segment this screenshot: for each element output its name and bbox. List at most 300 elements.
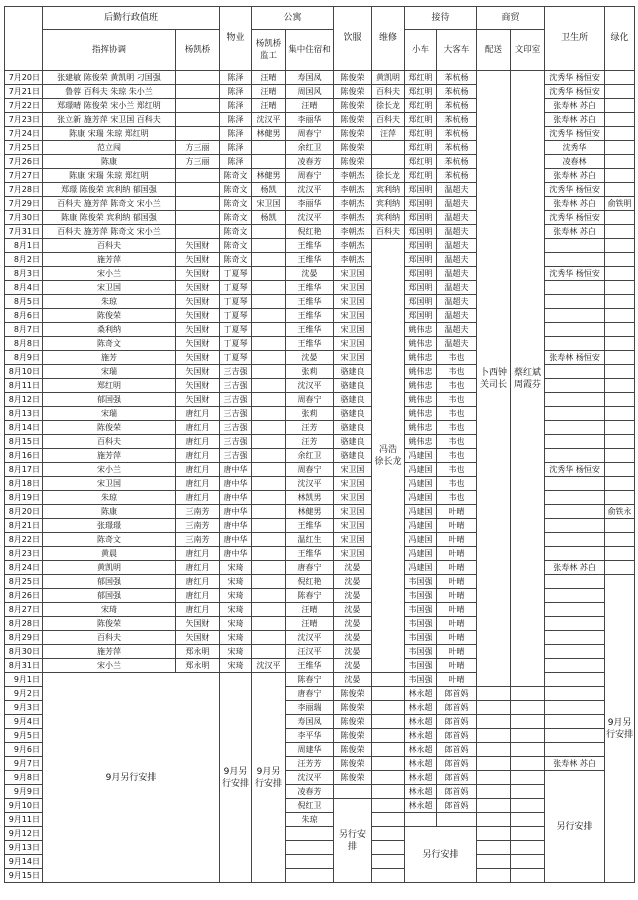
- deliver-big-cell: 郎首妈: [437, 785, 477, 799]
- apartment-detail-cell: 王维华: [286, 337, 334, 351]
- deliver-big-cell: 叶晴: [437, 505, 477, 519]
- property-cell: 丁夏琴: [220, 295, 252, 309]
- admin-lead-cell: 宋卫国: [43, 281, 176, 295]
- apartment-sup-cell: [252, 449, 286, 463]
- deliver-big-cell: 苯杭杨: [437, 155, 477, 169]
- admin-staff-cell: 郑永明: [176, 659, 220, 673]
- clinic-cell: [545, 295, 605, 309]
- deliver-small-cell: 韦国强: [405, 631, 437, 645]
- apartment-sup-cell: [252, 225, 286, 239]
- canteen-cell: 陈俊荣: [334, 141, 372, 155]
- apartment-sup-cell: [252, 295, 286, 309]
- deliver-small-cell: 韦国强: [405, 645, 437, 659]
- date-cell: 8月13日: [5, 407, 43, 421]
- admin-staff-cell: 矢国财: [176, 393, 220, 407]
- deliver-small-cell: 姚伟忠: [405, 365, 437, 379]
- deliver-big-cell: 苯杭杨: [437, 113, 477, 127]
- greening-cell: [605, 463, 635, 477]
- cd-cell: [477, 715, 511, 729]
- greening-cell: [605, 421, 635, 435]
- property-cell: 三吉强: [220, 435, 252, 449]
- greening-cell: [605, 449, 635, 463]
- admin-staff-cell: [176, 225, 220, 239]
- admin-lead-cell: 宋小兰: [43, 463, 176, 477]
- apartment-sup-cell: [252, 477, 286, 491]
- admin-staff-cell: 方三丽: [176, 141, 220, 155]
- apartment-detail-cell: 李丽华: [286, 113, 334, 127]
- greening-cell: [605, 337, 635, 351]
- admin-lead-cell: 陈康 宋瑞 朱琼 郑红明: [43, 169, 176, 183]
- canteen-cell: 宋卫国: [334, 519, 372, 533]
- deliver-big-cell: 郎首妈: [437, 729, 477, 743]
- greening-cell: [605, 71, 635, 85]
- maintenance-cell: [372, 687, 405, 701]
- deliver-small-cell: 林永超: [405, 729, 437, 743]
- apartment-sup-cell: [252, 603, 286, 617]
- canteen-cell: 陈俊荣: [334, 687, 372, 701]
- maintenance-cell: 百科夫: [372, 225, 405, 239]
- admin-lead-cell: 百科夫 施芳萍 陈奇文 宋小兰: [43, 225, 176, 239]
- canteen-cell: 宋卫国: [334, 505, 372, 519]
- maintenance-cell: 百科夫: [372, 85, 405, 99]
- apartment-sup-cell: [252, 463, 286, 477]
- cd-cell: [477, 771, 511, 785]
- apartment-detail-cell: 余红卫: [286, 141, 334, 155]
- cd-cell: [477, 799, 511, 813]
- date-cell: 9月15日: [5, 869, 43, 883]
- header-property: 物业: [220, 7, 252, 71]
- deliver-big-cell: 韦也: [437, 477, 477, 491]
- apartment-detail-cell: 林凯男: [286, 491, 334, 505]
- greening-cell: [605, 435, 635, 449]
- canteen-cell: 陈俊荣: [334, 99, 372, 113]
- clinic-cell: [545, 533, 605, 547]
- deliver-small-cell: 冯建国: [405, 547, 437, 561]
- deliver-small-cell: 郑国明: [405, 197, 437, 211]
- date-cell: 9月8日: [5, 771, 43, 785]
- property-cell: 三吉强: [220, 379, 252, 393]
- deliver-big-cell: 苯杭杨: [437, 127, 477, 141]
- deliver-small-cell-merged: 另行安排: [405, 827, 477, 883]
- property-cell: 陈泽: [220, 155, 252, 169]
- deliver-small-cell: 姚伟忠: [405, 393, 437, 407]
- greening-cell: [605, 533, 635, 547]
- clinic-cell: 凌春林: [545, 155, 605, 169]
- apartment-detail-cell: 凌春芳: [286, 155, 334, 169]
- cd-cell: [477, 841, 511, 855]
- admin-staff-cell: 矢国财: [176, 365, 220, 379]
- deliver-small-cell: 姚伟忠: [405, 407, 437, 421]
- property-cell: 唐中华: [220, 519, 252, 533]
- canteen-cell: 李朝杰: [334, 183, 372, 197]
- canteen-cell: 沈晏: [334, 673, 372, 687]
- admin-staff-cell: 唐红月: [176, 421, 220, 435]
- apartment-sup-cell: 汪晴: [252, 99, 286, 113]
- clinic-cell: [545, 449, 605, 463]
- property-cell-merged: 9月另行安排: [220, 673, 252, 883]
- canteen-cell: 李朝杰: [334, 239, 372, 253]
- admin-lead-cell: 张立新 施芳萍 宋卫国 百科夫: [43, 113, 176, 127]
- canteen-cell: 骆建良: [334, 421, 372, 435]
- canteen-cell: 沈晏: [334, 645, 372, 659]
- deliver-small-cell: 韦国强: [405, 575, 437, 589]
- date-cell: 9月14日: [5, 855, 43, 869]
- apartment-detail-cell: 王维华: [286, 659, 334, 673]
- apartment-sup-cell: 汪晴: [252, 71, 286, 85]
- cp-cell: [511, 855, 545, 869]
- property-cell: 陈泽: [220, 99, 252, 113]
- apartment-sup-cell: 杨凯: [252, 183, 286, 197]
- clinic-cell: [545, 589, 605, 603]
- apartment-sup-cell: [252, 393, 286, 407]
- admin-staff-cell: 唐红月: [176, 603, 220, 617]
- date-cell: 8月14日: [5, 421, 43, 435]
- maintenance-cell: 徐长龙: [372, 99, 405, 113]
- greening-cell: 俞铁永: [605, 505, 635, 519]
- greening-cell: [605, 519, 635, 533]
- deliver-small-cell: 冯建国: [405, 561, 437, 575]
- property-cell: 陈泽: [220, 127, 252, 141]
- canteen-cell: 宋卫国: [334, 337, 372, 351]
- cd-cell: [477, 701, 511, 715]
- greening-cell: [605, 85, 635, 99]
- deliver-big-cell: 郎首妈: [437, 687, 477, 701]
- apartment-detail-cell: 王维华: [286, 309, 334, 323]
- canteen-cell: 陈俊荣: [334, 701, 372, 715]
- deliver-small-cell: 韦国强: [405, 617, 437, 631]
- greening-cell: [605, 211, 635, 225]
- canteen-cell: 陈俊荣: [334, 155, 372, 169]
- property-cell: 三吉强: [220, 365, 252, 379]
- apartment-sup-cell-merged: 9月另行安排: [252, 673, 286, 883]
- apartment-detail-cell: 李丽华: [286, 197, 334, 211]
- cd-cell: [477, 813, 511, 827]
- date-cell: 7月26日: [5, 155, 43, 169]
- cd-cell-merged: 卜西钟 关司长: [477, 71, 511, 687]
- cd-cell: [477, 869, 511, 883]
- deliver-big-cell: 温超夫: [437, 253, 477, 267]
- admin-lead-cell: 百科夫: [43, 435, 176, 449]
- apartment-detail-cell: [286, 869, 334, 883]
- apartment-sup-cell: 沈汉平: [252, 659, 286, 673]
- greening-cell-merged: 9月另行安排: [605, 575, 635, 883]
- property-cell: 唐中华: [220, 547, 252, 561]
- cp-cell: [511, 687, 545, 701]
- deliver-big-cell: 韦也: [437, 491, 477, 505]
- clinic-cell: [545, 421, 605, 435]
- canteen-cell: 骆建良: [334, 393, 372, 407]
- canteen-cell: 李朝杰: [334, 169, 372, 183]
- apartment-detail-cell: 汪晴: [286, 603, 334, 617]
- apartment-detail-cell: 倪红艳: [286, 575, 334, 589]
- admin-staff-cell: 三南芳: [176, 533, 220, 547]
- apartment-detail-cell: 王维华: [286, 547, 334, 561]
- date-cell: 7月28日: [5, 183, 43, 197]
- apartment-detail-cell: 王维华: [286, 295, 334, 309]
- header-commerce-print: 文印室: [511, 30, 545, 71]
- maintenance-cell: [372, 855, 405, 869]
- apartment-sup-cell: 林健男: [252, 127, 286, 141]
- admin-lead-cell-merged: 9月另行安排: [43, 673, 220, 883]
- deliver-big-cell: 叶晴: [437, 617, 477, 631]
- apartment-detail-cell: 倪红艳: [286, 225, 334, 239]
- date-cell: 9月2日: [5, 687, 43, 701]
- canteen-cell: 陈俊荣: [334, 71, 372, 85]
- apartment-detail-cell: 周春宁: [286, 393, 334, 407]
- date-cell: 7月27日: [5, 169, 43, 183]
- date-cell: 8月10日: [5, 365, 43, 379]
- clinic-cell: 张寿林 苏白: [545, 99, 605, 113]
- admin-lead-cell: 郑璟晴 陈俊荣 宋小兰 郑红明: [43, 99, 176, 113]
- canteen-cell: 陈俊荣: [334, 757, 372, 771]
- apartment-detail-cell: 沈汉平: [286, 771, 334, 785]
- date-cell: 9月1日: [5, 673, 43, 687]
- deliver-big-cell: 温超夫: [437, 197, 477, 211]
- apartment-detail-cell: 周建华: [286, 743, 334, 757]
- greening-cell: [605, 253, 635, 267]
- apartment-detail-cell: 沈汉平: [286, 477, 334, 491]
- maintenance-cell: [372, 155, 405, 169]
- admin-lead-cell: 黄晨: [43, 547, 176, 561]
- canteen-cell: 陈俊荣: [334, 743, 372, 757]
- canteen-cell: 骆建良: [334, 449, 372, 463]
- corner-cell: [5, 7, 43, 71]
- clinic-cell: [545, 645, 605, 659]
- date-cell: 7月21日: [5, 85, 43, 99]
- admin-lead-cell: 郁国强: [43, 393, 176, 407]
- maintenance-cell: [372, 743, 405, 757]
- cp-cell: [511, 771, 545, 785]
- canteen-cell: 宋卫国: [334, 267, 372, 281]
- deliver-big-cell: 郎首妈: [437, 715, 477, 729]
- apartment-detail-cell: 沈晏: [286, 267, 334, 281]
- clinic-cell: [545, 365, 605, 379]
- deliver-big-cell: 叶晴: [437, 659, 477, 673]
- greening-cell: [605, 393, 635, 407]
- property-cell: 丁夏琴: [220, 309, 252, 323]
- admin-staff-cell: 唐红月: [176, 491, 220, 505]
- admin-lead-cell: 郑璟 陈俊荣 宾利纳 郁国强: [43, 183, 176, 197]
- date-cell: 8月18日: [5, 477, 43, 491]
- cd-cell: [477, 855, 511, 869]
- canteen-cell: 宋卫国: [334, 309, 372, 323]
- admin-staff-cell: [176, 197, 220, 211]
- apartment-sup-cell: [252, 239, 286, 253]
- cp-cell: [511, 869, 545, 883]
- canteen-cell: 陈俊荣: [334, 729, 372, 743]
- cp-cell: [511, 785, 545, 799]
- property-cell: 唐中华: [220, 491, 252, 505]
- header-deliver-small: 小车: [405, 30, 437, 71]
- date-cell: 8月7日: [5, 323, 43, 337]
- apartment-detail-cell: 沈汉平: [286, 211, 334, 225]
- admin-staff-cell: 三南芳: [176, 519, 220, 533]
- property-cell: 陈奇文: [220, 211, 252, 225]
- canteen-cell: 沈晏: [334, 631, 372, 645]
- date-cell: 9月7日: [5, 757, 43, 771]
- cd-cell: [477, 687, 511, 701]
- duty-roster-table: [4, 6, 635, 883]
- clinic-cell: [545, 323, 605, 337]
- greening-cell: [605, 267, 635, 281]
- apartment-sup-cell: [252, 141, 286, 155]
- property-cell: 丁夏琴: [220, 323, 252, 337]
- admin-lead-cell: 施芳萍: [43, 253, 176, 267]
- deliver-small-cell: 郑国明: [405, 267, 437, 281]
- canteen-cell: 陈俊荣: [334, 771, 372, 785]
- date-cell: 8月11日: [5, 379, 43, 393]
- clinic-cell: 沈秀华 杨恒安: [545, 127, 605, 141]
- date-cell: 7月24日: [5, 127, 43, 141]
- apartment-detail-cell: 王维华: [286, 239, 334, 253]
- clinic-cell: [545, 491, 605, 505]
- deliver-big-cell: 韦也: [437, 435, 477, 449]
- maintenance-cell: [372, 757, 405, 771]
- clinic-cell: 沈秀华 杨恒安: [545, 211, 605, 225]
- apartment-detail-cell: [286, 855, 334, 869]
- apartment-detail-cell: 汪芳: [286, 435, 334, 449]
- admin-staff-cell: 方三丽: [176, 155, 220, 169]
- canteen-cell: 李朝杰: [334, 253, 372, 267]
- canteen-cell: 沈晏: [334, 617, 372, 631]
- property-cell: 宋琦: [220, 659, 252, 673]
- date-cell: 8月23日: [5, 547, 43, 561]
- greening-cell: [605, 127, 635, 141]
- property-cell: 唐中华: [220, 533, 252, 547]
- deliver-big-cell: 温超夫: [437, 281, 477, 295]
- admin-lead-cell: 郁国强: [43, 575, 176, 589]
- apartment-detail-cell: 汪汉平: [286, 645, 334, 659]
- deliver-big-cell: 温超夫: [437, 239, 477, 253]
- header-maintenance: 维修: [372, 7, 405, 71]
- deliver-small-cell: 林永超: [405, 715, 437, 729]
- canteen-cell: 宋卫国: [334, 547, 372, 561]
- greening-cell: [605, 365, 635, 379]
- deliver-small-cell: 郑红明: [405, 113, 437, 127]
- clinic-cell: [545, 477, 605, 491]
- admin-lead-cell: 宋小兰: [43, 659, 176, 673]
- deliver-big-cell: 叶晴: [437, 631, 477, 645]
- clinic-cell: [545, 729, 605, 743]
- apartment-detail-cell: 凌春芳: [286, 785, 334, 799]
- greening-cell: [605, 239, 635, 253]
- maintenance-cell: [372, 729, 405, 743]
- maintenance-cell: [372, 715, 405, 729]
- property-cell: 宋琦: [220, 617, 252, 631]
- canteen-cell: 宋卫国: [334, 477, 372, 491]
- deliver-big-cell: 叶晴: [437, 645, 477, 659]
- canteen-cell: 沈晏: [334, 575, 372, 589]
- date-cell: 8月3日: [5, 267, 43, 281]
- clinic-cell: [545, 617, 605, 631]
- deliver-small-cell: 冯建国: [405, 449, 437, 463]
- deliver-small-cell: 郑红明: [405, 127, 437, 141]
- greening-cell: [605, 491, 635, 505]
- date-cell: 8月24日: [5, 561, 43, 575]
- apartment-detail-cell: 李丽瑞: [286, 701, 334, 715]
- clinic-cell: [545, 407, 605, 421]
- apartment-detail-cell: 唐春宁: [286, 687, 334, 701]
- canteen-cell: 宋卫国: [334, 323, 372, 337]
- apartment-sup-cell: [252, 407, 286, 421]
- clinic-cell: [545, 435, 605, 449]
- deliver-big-cell: 韦也: [437, 407, 477, 421]
- apartment-sup-cell: [252, 253, 286, 267]
- admin-lead-cell: 张建敏 陈俊荣 黄凯明 刁国强: [43, 71, 176, 85]
- canteen-cell: 陈俊荣: [334, 113, 372, 127]
- apartment-sup-cell: [252, 617, 286, 631]
- admin-staff-cell: 矢国财: [176, 239, 220, 253]
- deliver-big-cell: 叶晴: [437, 533, 477, 547]
- clinic-cell: [545, 519, 605, 533]
- date-cell: 8月1日: [5, 239, 43, 253]
- date-cell: 9月3日: [5, 701, 43, 715]
- date-cell: 7月31日: [5, 225, 43, 239]
- clinic-cell: [545, 673, 605, 687]
- greening-cell: [605, 407, 635, 421]
- deliver-small-cell: 郑国明: [405, 211, 437, 225]
- date-cell: 9月12日: [5, 827, 43, 841]
- canteen-cell: 陈俊荣: [334, 127, 372, 141]
- property-cell: 陈泽: [220, 141, 252, 155]
- canteen-cell: 骆建良: [334, 407, 372, 421]
- date-cell: 8月27日: [5, 603, 43, 617]
- property-cell: 陈奇文: [220, 183, 252, 197]
- date-cell: 8月25日: [5, 575, 43, 589]
- deliver-small-cell: 林永超: [405, 701, 437, 715]
- deliver-big-cell: 苯杭杨: [437, 99, 477, 113]
- property-cell: 宋琦: [220, 575, 252, 589]
- apartment-detail-cell: 寿国凤: [286, 71, 334, 85]
- maintenance-cell-merged: 冯浩 徐长龙: [372, 239, 405, 673]
- property-cell: 宋琦: [220, 645, 252, 659]
- apartment-detail-cell: 沈汉平: [286, 631, 334, 645]
- clinic-cell: 张寿林 苏白: [545, 113, 605, 127]
- date-cell: 8月8日: [5, 337, 43, 351]
- header-admin-lead: 指挥协调: [43, 30, 176, 71]
- header-deliver-big: 大客车: [437, 30, 477, 71]
- deliver-small-cell: 郑红明: [405, 169, 437, 183]
- date-cell: 9月6日: [5, 743, 43, 757]
- deliver-small-cell: 冯建国: [405, 463, 437, 477]
- canteen-cell: 沈晏: [334, 659, 372, 673]
- property-cell: 三吉强: [220, 449, 252, 463]
- apartment-sup-cell: [252, 547, 286, 561]
- admin-staff-cell: 唐红月: [176, 589, 220, 603]
- deliver-small-cell: 姚伟忠: [405, 435, 437, 449]
- admin-staff-cell: [176, 99, 220, 113]
- deliver-small-cell: 林永超: [405, 799, 437, 813]
- apartment-detail-cell: 周春宁: [286, 127, 334, 141]
- apartment-sup-cell: 沈汉平: [252, 113, 286, 127]
- admin-lead-cell: 陈奇文: [43, 337, 176, 351]
- property-cell: 三吉强: [220, 407, 252, 421]
- clinic-cell: 张寿林 杨恒安: [545, 351, 605, 365]
- deliver-big-cell: 郎首妈: [437, 757, 477, 771]
- canteen-cell: 骆建良: [334, 379, 372, 393]
- apartment-detail-cell: 李平华: [286, 729, 334, 743]
- apartment-detail-cell: 沈晏: [286, 351, 334, 365]
- admin-lead-cell: 宋瑞: [43, 365, 176, 379]
- deliver-small-cell: 韦国强: [405, 603, 437, 617]
- greening-cell: [605, 477, 635, 491]
- canteen-cell: 沈晏: [334, 589, 372, 603]
- date-cell: 8月29日: [5, 631, 43, 645]
- deliver-big-cell: 叶晴: [437, 575, 477, 589]
- date-cell: 8月5日: [5, 295, 43, 309]
- canteen-cell-merged: 另行安排: [334, 799, 372, 883]
- apartment-detail-cell: 周国风: [286, 85, 334, 99]
